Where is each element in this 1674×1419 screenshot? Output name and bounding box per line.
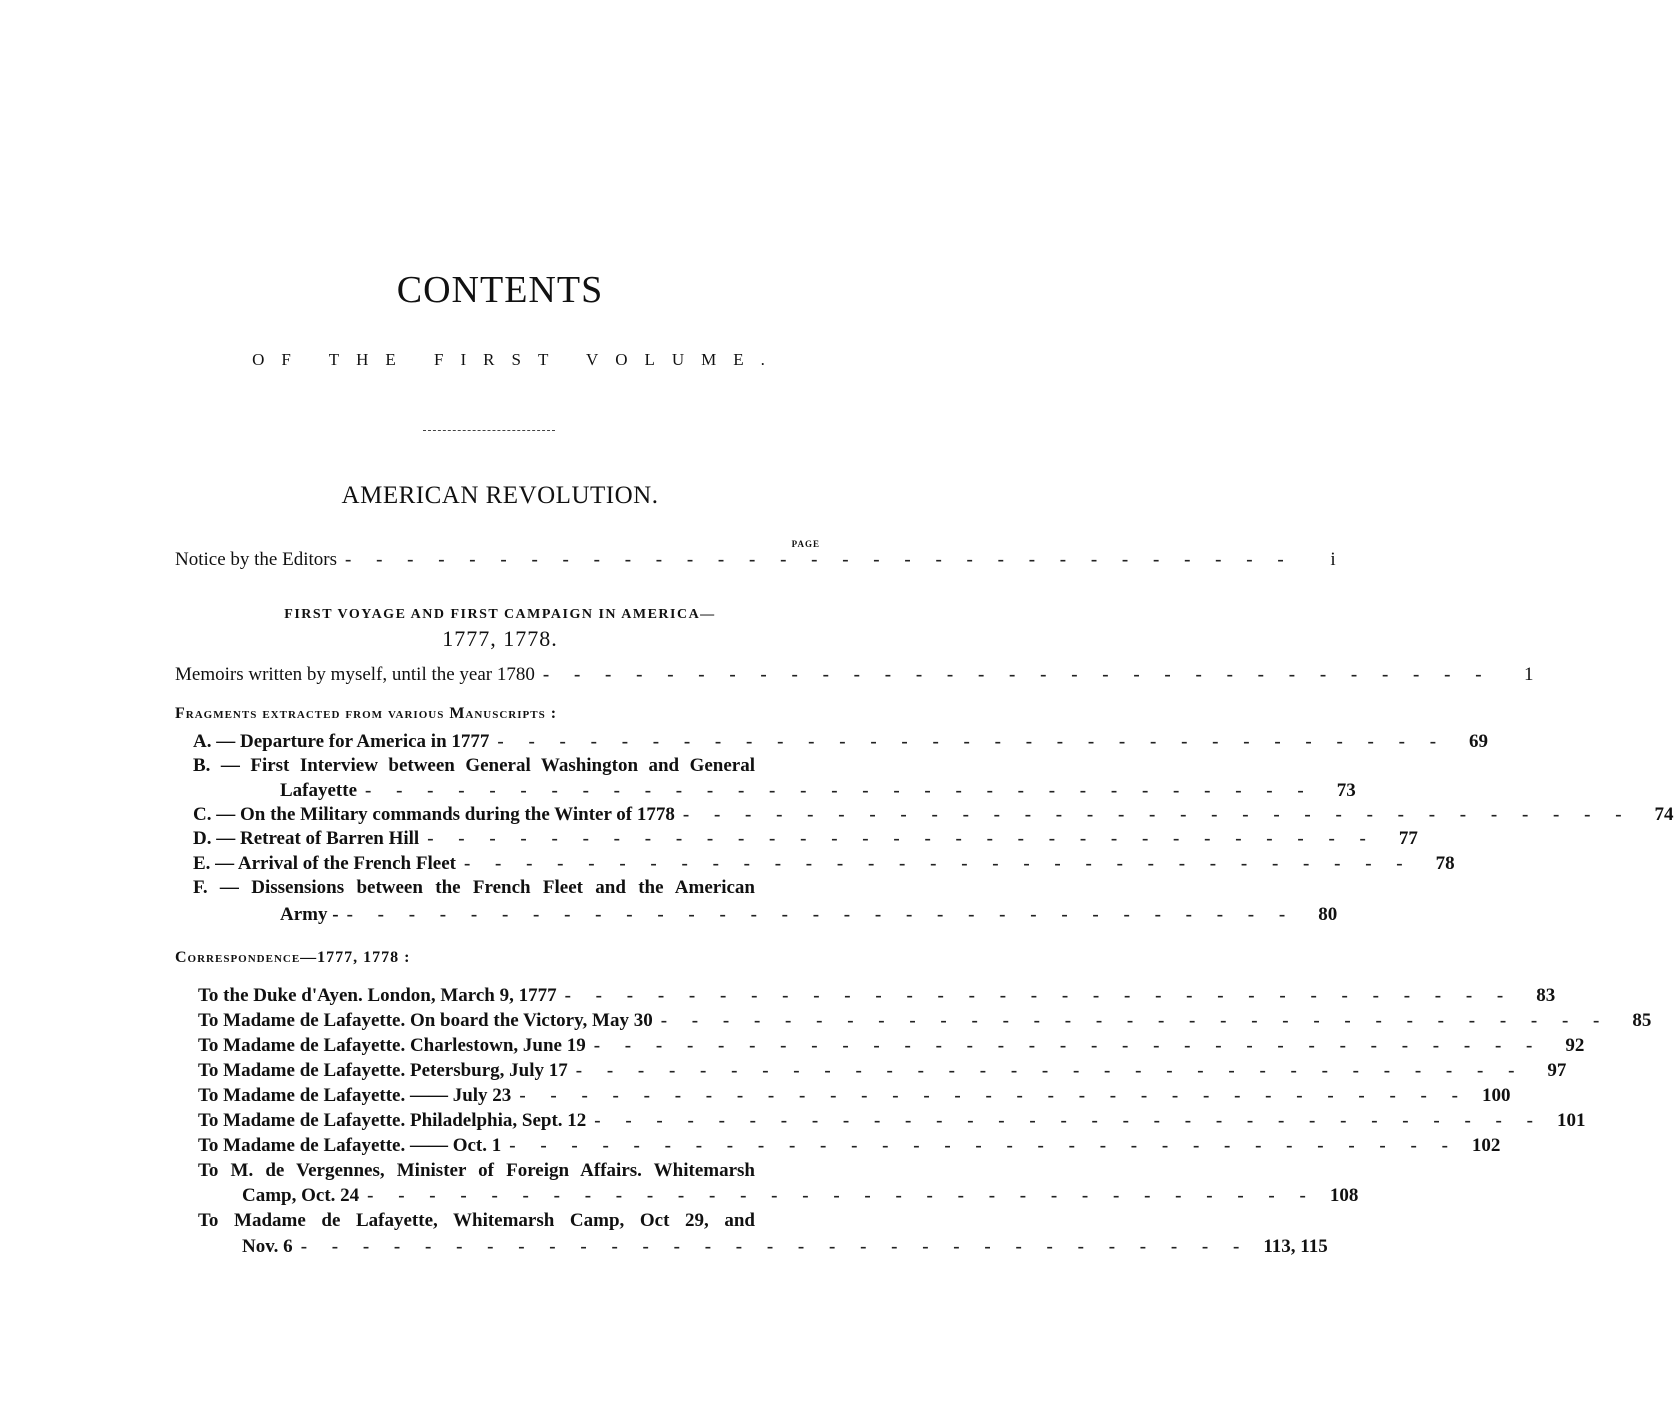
toc-entry-page: 80 [1318,904,1338,925]
dot-leader: - - - - - - - - - - - - - - - - - - - - - - - - - - - - - - - [542,664,1492,685]
dot-leader: - - - - - - - - - - - - - - - - - - - - - - - - - - - - - - - [509,1135,1458,1156]
dot-leader: - - - - - - - - - - - - - - - - - - - - - - - - - - - - - - - [365,780,1314,801]
toc-entry-fragment: B. — First Interview between General Washington and General [193,755,755,776]
toc-entry-page: 92 [1565,1035,1585,1056]
toc-entry-page: 85 [1632,1010,1652,1031]
fragments-heading: Fragments extracted from various Manuscripts : [175,705,558,722]
toc-entry-page: 83 [1536,985,1556,1006]
toc-entry-page: 1 [1524,664,1534,685]
toc-entry-text: Nov. 6 [242,1236,293,1257]
toc-entry-text: To Madame de Lafayette. Philadelphia, Sept. 12 [198,1110,587,1131]
toc-entry-letter-cont [242,1183,1359,1209]
toc-entry-fragment [193,729,1489,755]
toc-entry-letter [198,1083,1511,1109]
dot-leader: - - - - - - - - - - - - - - - - - - - - - - - - - - - - - - - [660,1010,1610,1031]
toc-entry-text: To Madame de Lafayette. On board the Victory, May 30 [198,1010,653,1031]
toc-entry-text: To Madame de Lafayette. —— Oct. 1 [198,1135,502,1156]
correspondence-heading: Correspondence—1777, 1778 : [175,949,411,966]
toc-entry-letter [198,983,1556,1009]
toc-entry-page: i [1330,549,1336,570]
page-subtitle: OF THE FIRST VOLUME. [252,350,782,369]
toc-entry-page: 102 [1471,1135,1501,1156]
toc-entry-fragment [193,826,1418,852]
dot-leader: - - - - - - - - - - - - - - - - - - - - - - - - - - - - - - - [346,904,1296,925]
toc-entry-text: To Madame de Lafayette. Charlestown, June 19 [198,1035,586,1056]
dot-leader: - - - - - - - - - - - - - - - - - - - - - - - - - - - - - - - [575,1060,1525,1081]
toc-entry-page: 97 [1547,1060,1567,1081]
dot-leader: - - - - - - - - - - - - - - - - - - - - - - - - - - - - - - - [594,1110,1543,1131]
toc-entry-memoirs [175,662,1534,688]
toc-entry-text: To Madame de Lafayette. Petersburg, July 17 [198,1060,568,1081]
toc-entry-fragment-cont [280,902,1338,928]
toc-entry-text: C. — On the Military commands during the Winter of 1778 [193,804,675,825]
toc-entry-letter-cont [242,1234,1328,1260]
toc-entry-letter [198,1008,1652,1034]
ornamental-rule [423,430,555,431]
toc-entry-page: 113, 115 [1263,1236,1328,1257]
dot-leader: - - - - - - - - - - - - - - - - - - - - - - - - - - - - - - - [300,1236,1250,1257]
toc-entry-text: Memoirs written by myself, until the year 1780 [175,664,535,685]
toc-entry-fragment-cont [280,778,1356,804]
toc-entry-page: 69 [1469,731,1489,752]
toc-entry-text: D. — Retreat of Barren Hill [193,828,420,849]
toc-entry-letter [198,1033,1585,1059]
section-heading: AMERICAN REVOLUTION. [341,482,659,509]
dot-leader: - - - - - - - - - - - - - - - - - - - - - - - - - - - - - - - [593,1035,1543,1056]
toc-entry-page: 100 [1481,1085,1511,1106]
toc-entry-page: 108 [1329,1185,1359,1206]
dot-leader: - - - - - - - - - - - - - - - - - - - - - - - - - - - - - - - [564,985,1514,1006]
dot-leader: - - - - - - - - - - - - - - - - - - - - - - - - - - - - - - - [463,853,1413,874]
toc-entry-page: 73 [1336,780,1356,801]
toc-entry-letter: To Madame de Lafayette, Whitemarsh Camp, Oct 29, and [198,1210,755,1231]
dot-leader: - - - - - - - - - - - - - - - - - - - - - - - - - - - - - - - [345,549,1294,570]
part-years: 1777, 1778. [442,626,558,651]
toc-entry-text: A. — Departure for America in 1777 [193,731,490,752]
toc-entry-letter [198,1058,1567,1084]
dot-leader: - - - - - - - - - - - - - - - - - - - - - - - - - - - - - - - [367,1185,1316,1206]
dot-leader: - - - - - - - - - - - - - - - - - - - - - - - - - - - - - - - [519,1085,1468,1106]
toc-entry-text: To the Duke d'Ayen. London, March 9, 1777 [198,985,557,1006]
toc-entry-page: 101 [1556,1110,1586,1131]
toc-entry-fragment [193,802,1674,828]
toc-entry-notice [175,547,1336,573]
toc-entry-fragment: F. — Dissensions between the French Fleet and the American [193,877,755,898]
toc-entry-letter [198,1133,1501,1159]
page-column-label: PAGE [791,539,820,549]
toc-entry-fragment [193,851,1455,877]
toc-entry-text: To Madame de Lafayette. —— July 23 [198,1085,512,1106]
toc-entry-text: Camp, Oct. 24 [242,1185,360,1206]
dot-leader: - - - - - - - - - - - - - - - - - - - - - - - - - - - - - - - [497,731,1447,752]
toc-entry-text: Notice by the Editors [175,549,337,570]
toc-entry-page: 74 [1654,804,1674,825]
toc-entry-page: 78 [1435,853,1455,874]
toc-entry-text: E. — Arrival of the French Fleet [193,853,456,874]
toc-entry-letter [198,1108,1586,1134]
toc-entry-letter: To M. de Vergennes, Minister of Foreign Affairs. Whitemarsh [198,1160,755,1181]
toc-entry-page: 77 [1398,828,1418,849]
toc-entry-text: Army - [280,904,339,925]
dot-leader: - - - - - - - - - - - - - - - - - - - - - - - - - - - - - - - [427,828,1376,849]
dot-leader: - - - - - - - - - - - - - - - - - - - - - - - - - - - - - - - [682,804,1632,825]
toc-entry-text: Lafayette [280,780,358,801]
part-heading: FIRST VOYAGE AND FIRST CAMPAIGN IN AMERICA— [284,607,716,622]
page-title: CONTENTS [396,269,604,311]
